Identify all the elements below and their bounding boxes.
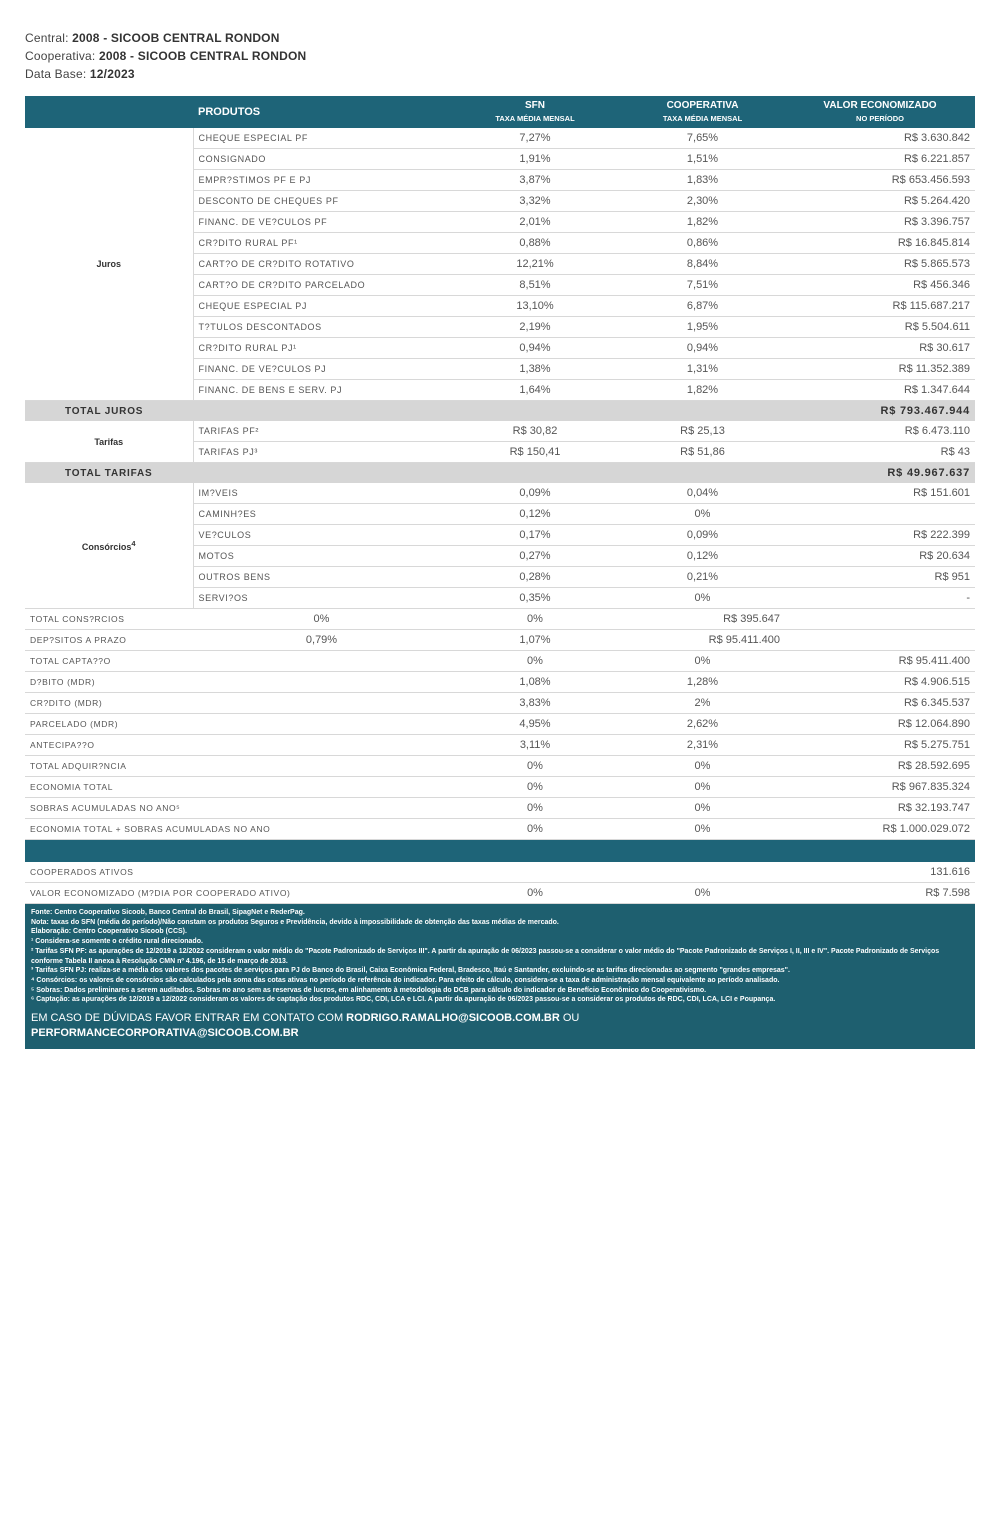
coop-rate-cell: 0%: [620, 777, 785, 798]
product-cell: CONSIGNADO: [193, 149, 450, 170]
saved-value-cell: R$ 967.835.324: [785, 777, 975, 798]
coop-rate-cell: 0,12%: [620, 546, 785, 567]
header-coop-title: COOPERATIVA: [666, 100, 739, 111]
saved-value-cell: R$ 6.221.857: [785, 149, 975, 170]
saved-value-cell: R$ 951: [785, 567, 975, 588]
coop-rate-cell: 7,65%: [620, 128, 785, 149]
saved-value-cell: [785, 504, 975, 525]
table-header-row: [25, 96, 975, 128]
header-coop-sub: TAXA MÉDIA MENSAL: [662, 114, 743, 123]
product-cell: FINANC. DE VE?CULOS PJ: [193, 359, 450, 380]
saved-value-cell: R$ 115.687.217: [785, 296, 975, 317]
sfn-rate-cell: 3,87%: [450, 170, 620, 191]
coop-rate-cell: 0%: [620, 588, 785, 609]
coop-rate-cell: 0%: [620, 756, 785, 777]
empty-cell: [785, 609, 975, 630]
product-cell: CART?O DE CR?DITO ROTATIVO: [193, 254, 450, 275]
coop-rate-cell: 0%: [620, 798, 785, 819]
cooperados-table: [25, 862, 975, 904]
cooperativa-line: [25, 47, 306, 65]
row-label-cell: D?BITO (MDR): [25, 672, 450, 693]
sfn-rate-cell: 4,95%: [450, 714, 620, 735]
row-label-cell: COOPERADOS ATIVOS: [25, 862, 450, 883]
product-cell: T?TULOS DESCONTADOS: [193, 317, 450, 338]
saved-value-cell: R$ 4.906.515: [785, 672, 975, 693]
table-row: [25, 483, 975, 504]
saved-value-cell: R$ 7.598: [785, 883, 975, 904]
contact-or: OU: [559, 1012, 580, 1025]
footnote-line: ⁶ Captação: as apurações de 12/2019 a 12/2022 consideram os valores de captação dos produtos RDC, CDI, LCA e LCI. A partir da apuração de 06/2023 passou-se a considerar os produtos de RDC, CDI, LCA, LCI e Poupança.: [31, 996, 776, 1004]
product-cell: CHEQUE ESPECIAL PF: [193, 128, 450, 149]
coop-rate-cell: R$ 25,13: [620, 421, 785, 442]
sfn-rate-cell: [450, 862, 620, 883]
coop-rate-cell: 8,84%: [620, 254, 785, 275]
header-valor: [785, 96, 975, 128]
coop-rate-cell: 1,83%: [620, 170, 785, 191]
cooperativa-label: Cooperativa:: [25, 49, 96, 63]
sfn-rate-cell: 0,28%: [450, 567, 620, 588]
saved-value-cell: -: [785, 588, 975, 609]
saved-value-cell: R$ 1.000.029.072: [785, 819, 975, 840]
sfn-rate-cell: 0%: [450, 651, 620, 672]
saved-value-cell: R$ 32.193.747: [785, 798, 975, 819]
saved-value-cell: R$ 95.411.400: [785, 651, 975, 672]
table-row: [25, 693, 975, 714]
coop-rate-cell: 1,31%: [620, 359, 785, 380]
saved-value-cell: R$ 1.347.644: [785, 380, 975, 401]
product-cell: FINANC. DE VE?CULOS PF: [193, 212, 450, 233]
saved-value-cell: R$ 456.346: [785, 275, 975, 296]
row-label-cell: ECONOMIA TOTAL: [25, 777, 450, 798]
product-cell: VE?CULOS: [193, 525, 450, 546]
saved-value-cell: R$ 222.399: [785, 525, 975, 546]
sfn-rate-cell: 0,94%: [450, 338, 620, 359]
cooperativa-value: 2008 - SICOOB CENTRAL RONDON: [99, 49, 307, 63]
coop-rate-cell: 1,07%: [450, 630, 620, 651]
table-row: [25, 630, 975, 651]
table-row: [25, 672, 975, 693]
data-base-label: Data Base:: [25, 67, 87, 81]
product-cell: CR?DITO RURAL PJ¹: [193, 338, 450, 359]
saved-value-cell: R$ 151.601: [785, 483, 975, 504]
saved-value-cell: R$ 6.345.537: [785, 693, 975, 714]
saved-value-cell: R$ 5.275.751: [785, 735, 975, 756]
central-value: 2008 - SICOOB CENTRAL RONDON: [72, 31, 280, 45]
row-label-cell: ECONOMIA TOTAL + SOBRAS ACUMULADAS NO ANO: [25, 819, 450, 840]
coop-rate-cell: 1,51%: [620, 149, 785, 170]
header-sfn-title: SFN: [525, 100, 545, 111]
footnote-line: ¹ Considera-se somente o crédito rural direcionado.: [31, 938, 203, 946]
footnote-line: ² Tarifas SFN PF: as apurações de 12/2019 a 12/2022 consideram o valor médio do "Pacote Padronizado de Serviços III". A partir da apuração de 06/2023 passou-se a considerar o valor médio do "Pacote Padronizado de Serviços I, II, III e IV". Pacote Padronizado de Serviços conforme Tabela II anexa à Resolução CMN nº 4.196, de 15 de março de 2013.: [31, 947, 940, 965]
central-line: [25, 29, 306, 47]
empty-cell: [785, 630, 975, 651]
sfn-rate-cell: 0%: [193, 609, 450, 630]
footnote-line: ⁴ Consórcios: os valores de consórcios são calculados pela soma das cotas ativas no período de referência do indicador. Para efeito de cálculo, considera-se a taxa de administração mensal equivalente ao período analisado.: [31, 976, 780, 984]
coop-rate-cell: 0,04%: [620, 483, 785, 504]
juros-group-label: [25, 128, 193, 401]
sfn-rate-cell: 0%: [450, 798, 620, 819]
contact-line: [31, 1011, 969, 1041]
total-label: TOTAL TARIFAS: [25, 463, 785, 484]
sfn-rate-cell: 7,27%: [450, 128, 620, 149]
footnotes-list: [31, 908, 969, 1005]
header-sfn: [450, 96, 620, 128]
coop-rate-cell: 7,51%: [620, 275, 785, 296]
row-label-cell: PARCELADO (MDR): [25, 714, 450, 735]
coop-rate-cell: 2,62%: [620, 714, 785, 735]
table-row: [25, 714, 975, 735]
table-row: [25, 798, 975, 819]
table-row: [25, 883, 975, 904]
sfn-rate-cell: R$ 30,82: [450, 421, 620, 442]
saved-value-cell: R$ 43: [785, 442, 975, 463]
table-row: [25, 128, 975, 149]
sfn-rate-cell: 3,83%: [450, 693, 620, 714]
table-row: [25, 609, 975, 630]
header-blank-cell: [25, 96, 193, 128]
coop-rate-cell: [620, 862, 785, 883]
tarifas-total-row: [25, 463, 975, 484]
sfn-rate-cell: 0%: [450, 777, 620, 798]
footnote-line: Elaboração: Centro Cooperativo Sicoob (CCS).: [31, 928, 187, 936]
sfn-rate-cell: R$ 150,41: [450, 442, 620, 463]
saved-value-cell: R$ 16.845.814: [785, 233, 975, 254]
footnote-line: ³ Tarifas SFN PJ: realiza-se a média dos valores dos pacotes de serviços para PJ do Banco do Brasil, Caixa Econômica Federal, Bradesco, Itaú e Santander, excluindo-se as tarifas direcionadas ao segmento "grandes empresas".: [31, 967, 790, 975]
data-base-line: [25, 65, 306, 83]
footnote-line: Fonte: Centro Cooperativo Sicoob, Banco Central do Brasil, SipagNet e RederPag.: [31, 909, 305, 916]
product-cell: CR?DITO RURAL PF¹: [193, 233, 450, 254]
coop-rate-cell: 0,21%: [620, 567, 785, 588]
sfn-rate-cell: 3,11%: [450, 735, 620, 756]
coop-rate-cell: 2,31%: [620, 735, 785, 756]
row-label-cell: VALOR ECONOMIZADO (M?DIA POR COOPERADO ATIVO): [25, 883, 450, 904]
footnote-line: ⁵ Sobras: Dados preliminares a serem auditados. Sobras no ano sem as reservas de lucros, em alinhamento à metodologia do DCB para cálculo do indicador de Benefício Econômico do Cooperativismo.: [31, 986, 707, 994]
coop-rate-cell: 0,09%: [620, 525, 785, 546]
coop-rate-cell: 0,86%: [620, 233, 785, 254]
product-cell: IM?VEIS: [193, 483, 450, 504]
sfn-rate-cell: 1,38%: [450, 359, 620, 380]
saved-value-cell: R$ 28.592.695: [785, 756, 975, 777]
coop-rate-cell: 1,82%: [620, 380, 785, 401]
juros-total-row: [25, 401, 975, 422]
saved-value-cell: R$ 5.264.420: [785, 191, 975, 212]
group-label-text: Consórcios: [81, 542, 132, 552]
sfn-rate-cell: 0%: [450, 883, 620, 904]
table-row: [25, 421, 975, 442]
sfn-rate-cell: 2,01%: [450, 212, 620, 233]
coop-rate-cell: 1,82%: [620, 212, 785, 233]
total-value: R$ 793.467.944: [785, 401, 975, 422]
footnotes-panel: [25, 904, 975, 1049]
sfn-rate-cell: 13,10%: [450, 296, 620, 317]
sfn-rate-cell: 12,21%: [450, 254, 620, 275]
table-row: [25, 756, 975, 777]
sfn-rate-cell: 1,91%: [450, 149, 620, 170]
saved-value-cell: R$ 3.630.842: [785, 128, 975, 149]
product-cell: OUTROS BENS: [193, 567, 450, 588]
product-cell: TARIFAS PF²: [193, 421, 450, 442]
saved-value-cell: R$ 3.396.757: [785, 212, 975, 233]
coop-rate-cell: 6,87%: [620, 296, 785, 317]
table-row: [25, 735, 975, 756]
product-cell: MOTOS: [193, 546, 450, 567]
group-label-text: Juros: [96, 259, 121, 269]
report-table-container: [25, 96, 975, 1049]
sfn-rate-cell: 2,19%: [450, 317, 620, 338]
coop-rate-cell: 1,28%: [620, 672, 785, 693]
header-valor-sub: NO PERÍODO: [856, 114, 904, 123]
coop-rate-cell: 2%: [620, 693, 785, 714]
sfn-rate-cell: 0,35%: [450, 588, 620, 609]
group-label-sup: 4: [131, 539, 136, 548]
saved-value-cell: R$ 12.064.890: [785, 714, 975, 735]
row-label-cell: DEP?SITOS A PRAZO: [25, 630, 193, 651]
total-value: R$ 49.967.637: [785, 463, 975, 484]
product-cell: FINANC. DE BENS E SERV. PJ: [193, 380, 450, 401]
central-label: Central:: [25, 31, 69, 45]
saved-value-cell: R$ 20.634: [785, 546, 975, 567]
coop-rate-cell: 0%: [620, 819, 785, 840]
contact-email-2[interactable]: PERFORMANCECORPORATIVA@SICOOB.COM.BR: [31, 1027, 299, 1040]
product-cell: CHEQUE ESPECIAL PJ: [193, 296, 450, 317]
tarifas-group-label: [25, 421, 193, 463]
saved-value-cell: R$ 30.617: [785, 338, 975, 359]
saved-value-cell: R$ 95.411.400: [620, 630, 785, 651]
sfn-rate-cell: 0,17%: [450, 525, 620, 546]
sfn-rate-cell: 0,12%: [450, 504, 620, 525]
separator-band: [25, 840, 975, 862]
coop-rate-cell: 0%: [620, 504, 785, 525]
contact-prefix: EM CASO DE DÚVIDAS FAVOR ENTRAR EM CONTATO COM: [31, 1012, 347, 1025]
coop-rate-cell: 0,94%: [620, 338, 785, 359]
table-row: [25, 777, 975, 798]
group-label-text: Tarifas: [94, 436, 124, 447]
table-row: [25, 651, 975, 672]
sfn-rate-cell: 0,27%: [450, 546, 620, 567]
sfn-rate-cell: 8,51%: [450, 275, 620, 296]
saved-value-cell: R$ 5.865.573: [785, 254, 975, 275]
coop-rate-cell: 1,95%: [620, 317, 785, 338]
footnote-line: Nota: taxas do SFN (média do período)/Não constam os produtos Seguros e Previdência, devido à impossibilidade de obtenção das taxas médias de mercado.: [31, 918, 559, 926]
sfn-rate-cell: 0,09%: [450, 483, 620, 504]
sfn-rate-cell: 0,88%: [450, 233, 620, 254]
sfn-rate-cell: 3,32%: [450, 191, 620, 212]
sfn-rate-cell: 0%: [450, 756, 620, 777]
coop-rate-cell: R$ 51,86: [620, 442, 785, 463]
saved-value-cell: R$ 6.473.110: [785, 421, 975, 442]
product-cell: CAMINH?ES: [193, 504, 450, 525]
sfn-rate-cell: 1,08%: [450, 672, 620, 693]
table-row: [25, 819, 975, 840]
row-label-cell: CR?DITO (MDR): [25, 693, 450, 714]
header-produtos: PRODUTOS: [193, 96, 450, 128]
saved-value-cell: 131.616: [785, 862, 975, 883]
product-cell: DESCONTO DE CHEQUES PF: [193, 191, 450, 212]
economy-table: [25, 96, 975, 840]
product-cell: SERVI?OS: [193, 588, 450, 609]
sfn-rate-cell: 0%: [450, 819, 620, 840]
report-header: [25, 29, 306, 83]
data-base-value: 12/2023: [89, 67, 135, 81]
table-row: [25, 862, 975, 883]
row-label-cell: SOBRAS ACUMULADAS NO ANO⁵: [25, 798, 450, 819]
saved-value-cell: R$ 395.647: [620, 609, 785, 630]
contact-email-1[interactable]: RODRIGO.RAMALHO@SICOOB.COM.BR: [346, 1012, 560, 1025]
row-label-cell: TOTAL CAPTA??O: [25, 651, 450, 672]
saved-value-cell: R$ 653.456.593: [785, 170, 975, 191]
coop-rate-cell: 2,30%: [620, 191, 785, 212]
saved-value-cell: R$ 11.352.389: [785, 359, 975, 380]
coop-rate-cell: 0%: [450, 609, 620, 630]
saved-value-cell: R$ 5.504.611: [785, 317, 975, 338]
sfn-rate-cell: 1,64%: [450, 380, 620, 401]
header-valor-title: VALOR ECONOMIZADO: [823, 100, 937, 111]
header-sfn-sub: TAXA MÉDIA MENSAL: [495, 114, 575, 123]
coop-rate-cell: 0%: [620, 651, 785, 672]
product-cell: EMPR?STIMOS PF E PJ: [193, 170, 450, 191]
row-label-cell: ANTECIPA??O: [25, 735, 450, 756]
consorcios-group-label: [25, 483, 193, 609]
coop-rate-cell: 0%: [620, 883, 785, 904]
row-label-cell: TOTAL CONS?RCIOS: [25, 609, 193, 630]
row-label-cell: TOTAL ADQUIR?NCIA: [25, 756, 450, 777]
header-cooperativa: [620, 96, 785, 128]
sfn-rate-cell: 0,79%: [193, 630, 450, 651]
product-cell: TARIFAS PJ³: [193, 442, 450, 463]
total-label: TOTAL JUROS: [25, 401, 785, 422]
product-cell: CART?O DE CR?DITO PARCELADO: [193, 275, 450, 296]
